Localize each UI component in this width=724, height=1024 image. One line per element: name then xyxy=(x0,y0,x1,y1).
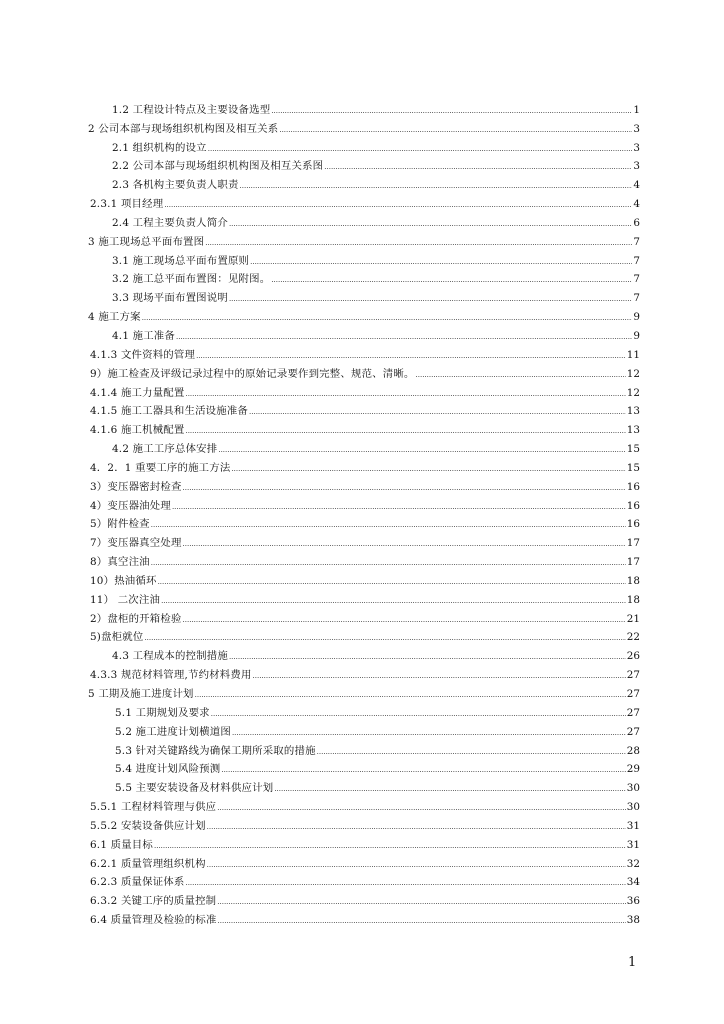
dot-leader xyxy=(151,559,626,568)
dot-leader xyxy=(250,258,632,267)
toc-entry-page: 16 xyxy=(626,499,640,512)
toc-entry[interactable] xyxy=(88,399,640,418)
toc-entry[interactable] xyxy=(88,794,640,813)
toc-entry-page: 27 xyxy=(626,669,640,682)
toc-entry[interactable] xyxy=(88,719,640,738)
toc-entry-page: 4 xyxy=(633,198,640,211)
toc-entry[interactable] xyxy=(88,361,640,380)
toc-entry-page: 3 xyxy=(633,122,640,135)
dot-leader xyxy=(183,484,626,493)
toc-entry-page: 6 xyxy=(633,216,640,229)
toc-entry-page: 28 xyxy=(626,744,640,757)
toc-entry[interactable] xyxy=(88,625,640,644)
toc-entry-title: 5)盘柜就位 xyxy=(90,631,144,644)
toc-entry-page: 18 xyxy=(626,593,640,606)
dot-leader xyxy=(161,597,626,606)
toc-entry-title: 2.3.1 项目经理 xyxy=(90,198,164,211)
toc-entry[interactable] xyxy=(88,154,640,173)
toc-entry[interactable] xyxy=(88,870,640,889)
toc-entry-title: 4.3 工程成本的控制措施 xyxy=(112,650,228,663)
dot-leader xyxy=(229,220,632,229)
toc-entry-page: 26 xyxy=(626,650,640,663)
toc-entry[interactable] xyxy=(88,700,640,719)
toc-entry-page: 18 xyxy=(626,574,640,587)
dot-leader xyxy=(144,634,625,643)
toc-entry-title: 4.1.6 施工机械配置 xyxy=(90,424,185,437)
dot-leader xyxy=(176,333,632,342)
toc-entry[interactable] xyxy=(88,549,640,568)
dot-leader xyxy=(274,785,625,794)
dot-leader xyxy=(279,126,632,135)
dot-leader xyxy=(158,578,626,587)
toc-entry-title: 4.3.3 规范材料管理,节约材料费用 xyxy=(90,669,252,682)
toc-entry-title: 5 工期及施工进度计划 xyxy=(88,688,194,700)
toc-entry-title: 6.4 质量管理及检验的标准 xyxy=(90,914,217,927)
toc-entry[interactable] xyxy=(88,417,640,436)
toc-entry-title: 6.2.1 质量管理组织机构 xyxy=(90,857,206,870)
dot-leader xyxy=(249,408,626,417)
toc-entry-title: 3.3 现场平面布置图说明 xyxy=(112,292,228,305)
toc-entry-page: 31 xyxy=(626,838,640,851)
toc-entry[interactable] xyxy=(88,606,640,625)
toc-entry-title: 3.1 施工现场总平面布置原则 xyxy=(112,254,250,267)
dot-leader xyxy=(218,446,625,455)
dot-leader xyxy=(253,672,626,681)
toc-entry[interactable] xyxy=(88,813,640,832)
dot-leader xyxy=(324,163,632,172)
toc-entry-page: 1 xyxy=(633,103,640,116)
toc-entry-title: 2.1 组织机构的设立 xyxy=(112,141,207,154)
toc-entry-page: 7 xyxy=(633,235,640,248)
toc-entry-title: 3 施工现场总平面布置图 xyxy=(88,235,205,248)
dot-leader xyxy=(231,465,625,474)
toc-entry-page: 9 xyxy=(633,311,640,324)
toc-entry-title: 5.5.2 安装设备供应计划 xyxy=(90,819,206,832)
dot-leader xyxy=(217,804,626,813)
toc-entry-title: 5.5.1 工程材料管理与供应 xyxy=(90,801,217,814)
toc-entry[interactable] xyxy=(88,380,640,399)
toc-entry-title: 4．2．1 重要工序的施工方法 xyxy=(90,461,231,474)
dot-leader xyxy=(164,201,632,210)
toc-entry-page: 9 xyxy=(633,329,640,342)
page-number: 1 xyxy=(628,955,637,970)
toc-entry[interactable] xyxy=(88,191,640,210)
dot-leader xyxy=(183,616,626,625)
toc-entry-title: 5.4 进度计划风险预测 xyxy=(115,763,221,776)
toc-entry-title: 5）附件检查 xyxy=(90,518,150,531)
toc-entry-title: 8）真空注油 xyxy=(90,556,150,569)
toc-entry[interactable] xyxy=(88,323,640,342)
toc-entry[interactable] xyxy=(88,643,640,662)
toc-entry-page: 4 xyxy=(633,179,640,192)
dot-leader xyxy=(271,276,632,285)
toc-entry-title: 2.2 公司本部与现场组织机构图及相互关系图 xyxy=(112,160,324,173)
dot-leader xyxy=(240,182,633,191)
toc-entry-title: 6.2.3 质量保证体系 xyxy=(90,876,185,889)
toc-entry-title: 3.2 施工总平面布置图：见附图。 xyxy=(112,273,271,286)
toc-entry[interactable] xyxy=(88,474,640,493)
toc-entry-title: 4 施工方案 xyxy=(88,311,141,324)
dot-leader xyxy=(218,917,626,926)
toc-entry[interactable] xyxy=(88,757,640,776)
toc-entry-page: 34 xyxy=(626,876,640,889)
toc-entry-page: 30 xyxy=(626,801,640,814)
toc-entry-page: 22 xyxy=(626,631,640,644)
toc-entry-page: 27 xyxy=(626,706,640,719)
toc-entry[interactable] xyxy=(88,436,640,455)
toc-entry-page: 16 xyxy=(626,518,640,531)
toc-entry-page: 3 xyxy=(633,141,640,154)
toc-entry-page: 38 xyxy=(626,914,640,927)
toc-entry-page: 12 xyxy=(626,386,640,399)
toc-entry-page: 17 xyxy=(626,556,640,569)
dot-leader xyxy=(217,898,626,907)
dot-leader xyxy=(195,691,626,700)
toc-entry[interactable] xyxy=(88,493,640,512)
toc-entry-page: 7 xyxy=(633,292,640,305)
toc-entry-page: 13 xyxy=(626,424,640,437)
dot-leader xyxy=(208,145,633,154)
toc-entry[interactable] xyxy=(88,512,640,531)
toc-entry-title: 6.1 质量目标 xyxy=(90,838,153,851)
toc-entry-page: 31 xyxy=(626,819,640,832)
toc-entry-title: 2 公司本部与现场组织机构图及相互关系 xyxy=(88,122,279,135)
toc-entry[interactable] xyxy=(88,116,640,135)
toc-entry[interactable] xyxy=(88,135,640,154)
dot-leader xyxy=(207,823,626,832)
dot-leader xyxy=(211,710,626,719)
dot-leader xyxy=(271,107,632,116)
toc-entry-title: 5.2 施工进度计划横道图 xyxy=(115,725,231,738)
toc-entry[interactable] xyxy=(88,738,640,757)
toc-entry-title: 5.5 主要安装设备及材料供应计划 xyxy=(115,782,274,795)
toc-entry-page: 27 xyxy=(626,688,640,700)
toc-entry-title: 10）热油循环 xyxy=(90,574,157,587)
toc-entry[interactable] xyxy=(88,662,640,681)
dot-leader xyxy=(232,729,626,738)
toc-entry[interactable] xyxy=(88,681,640,700)
toc-entry-title: 4.1 施工准备 xyxy=(112,329,175,342)
toc-entry[interactable] xyxy=(88,907,640,926)
toc-entry[interactable] xyxy=(88,97,640,116)
dot-leader xyxy=(142,314,633,323)
dot-leader xyxy=(183,540,626,549)
toc-entry[interactable] xyxy=(88,888,640,907)
toc-entry-title: 11） 二次注油 xyxy=(90,593,161,606)
toc-entry[interactable] xyxy=(88,304,640,323)
dot-leader xyxy=(196,352,626,361)
toc-entry-title: 3）变压器密封检查 xyxy=(90,480,182,493)
toc-entry[interactable] xyxy=(88,285,640,304)
toc-entry-page: 15 xyxy=(626,443,640,456)
toc-entry-page: 3 xyxy=(633,160,640,173)
toc-entry-page: 13 xyxy=(626,405,640,418)
toc-entry-page: 11 xyxy=(626,348,640,361)
toc-entry[interactable] xyxy=(88,530,640,549)
toc-entry-page: 7 xyxy=(633,254,640,267)
toc-entry-page: 17 xyxy=(626,537,640,550)
dot-leader xyxy=(151,521,626,530)
toc-entry-title: 6.3.2 关键工序的质量控制 xyxy=(90,895,217,908)
toc-entry-page: 32 xyxy=(626,857,640,870)
dot-leader xyxy=(185,390,625,399)
toc-entry-title: 5.1 工期规划及要求 xyxy=(115,706,210,719)
dot-leader xyxy=(154,842,626,851)
toc-entry-page: 27 xyxy=(626,725,640,738)
toc-entry-title: 4.2 施工工序总体安排 xyxy=(112,443,218,456)
toc-entry-page: 29 xyxy=(626,763,640,776)
toc-entry[interactable] xyxy=(88,342,640,361)
dot-leader xyxy=(205,239,632,248)
dot-leader xyxy=(229,653,626,662)
toc-entry-title: 2）盘柜的开箱检验 xyxy=(90,612,182,625)
toc-entry[interactable] xyxy=(88,172,640,191)
dot-leader xyxy=(221,766,625,775)
toc-entry-title: 5.3 针对关键路线为确保工期所采取的措施 xyxy=(115,744,316,757)
toc-entry-page: 36 xyxy=(626,895,640,908)
dot-leader xyxy=(207,861,626,870)
toc-entry-page: 12 xyxy=(626,367,640,380)
dot-leader xyxy=(229,295,632,304)
toc-entry-title: 2.4 工程主要负责人简介 xyxy=(112,216,228,229)
table-of-contents xyxy=(88,97,640,926)
toc-entry-title: 4.1.3 文件资料的管理 xyxy=(90,348,196,361)
toc-entry[interactable] xyxy=(88,267,640,286)
toc-entry[interactable] xyxy=(88,210,640,229)
toc-entry[interactable] xyxy=(88,832,640,851)
dot-leader xyxy=(416,371,626,380)
toc-entry-title: 4.1.5 施工工器具和生活设施准备 xyxy=(90,405,249,418)
toc-entry-title: 2.3 各机构主要负责人职责 xyxy=(112,179,239,192)
toc-entry-page: 30 xyxy=(626,782,640,795)
dot-leader xyxy=(185,427,625,436)
toc-entry-title: 7）变压器真空处理 xyxy=(90,537,182,550)
toc-entry-title: 9）施工检查及评级记录过程中的原始记录要作到完整、规范、清晰。 xyxy=(90,367,415,380)
dot-leader xyxy=(185,879,625,888)
toc-entry-title: 4）变压器油处理 xyxy=(90,499,171,512)
toc-entry-page: 16 xyxy=(626,480,640,493)
toc-entry[interactable] xyxy=(88,775,640,794)
toc-entry-title: 1.2 工程设计特点及主要设备选型 xyxy=(112,103,271,116)
toc-entry[interactable] xyxy=(88,248,640,267)
toc-entry[interactable] xyxy=(88,587,640,606)
dot-leader xyxy=(317,748,626,757)
dot-leader xyxy=(172,503,626,512)
toc-entry-page: 15 xyxy=(626,461,640,474)
toc-entry[interactable] xyxy=(88,455,640,474)
toc-entry-page: 21 xyxy=(626,612,640,625)
toc-entry-title: 4.1.4 施工力量配置 xyxy=(90,386,185,399)
toc-entry-page: 7 xyxy=(633,273,640,286)
toc-entry[interactable] xyxy=(88,851,640,870)
toc-entry[interactable] xyxy=(88,568,640,587)
toc-entry[interactable] xyxy=(88,229,640,248)
